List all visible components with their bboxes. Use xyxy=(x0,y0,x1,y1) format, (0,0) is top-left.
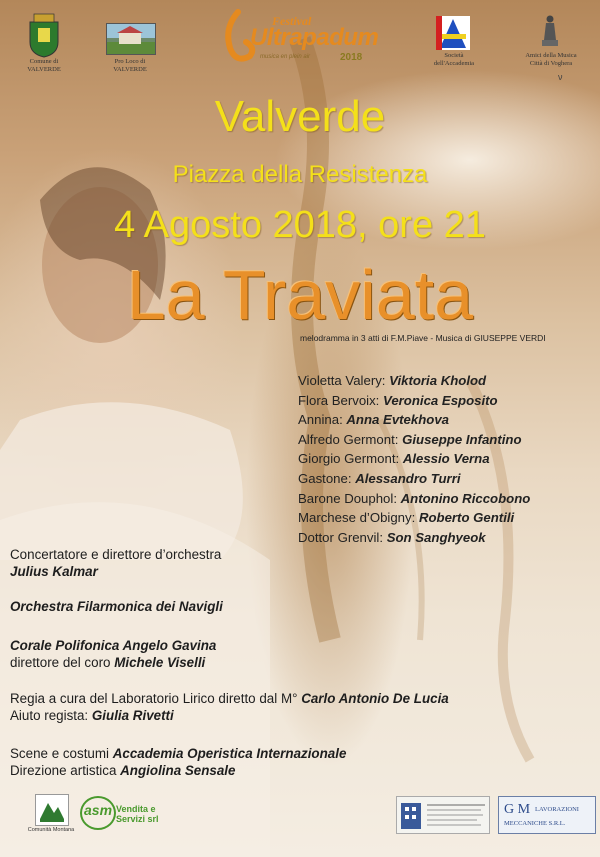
comunita-montana-logo xyxy=(35,794,69,826)
cast-row: Giorgio Germont: Alessio Verna xyxy=(298,451,490,467)
festival-year: 2018 xyxy=(340,52,363,63)
festival-tagline: musica en plein air xyxy=(260,54,311,60)
amici-mark: ν xyxy=(558,72,563,82)
artistic-name: Angiolina Sensale xyxy=(120,763,236,778)
direction-name: Carlo Antonio De Lucia xyxy=(301,691,449,706)
event-town: Valverde xyxy=(214,92,386,141)
festival-ultrapadum-logo xyxy=(220,8,380,70)
artistic-label: Direzione artistica xyxy=(10,763,121,778)
orchestra-name: Orchestra Filarmonica dei Navigli xyxy=(10,599,223,614)
cast-row: Flora Bervoix: Veronica Esposito xyxy=(298,392,498,408)
sponsor-building-logo xyxy=(396,796,490,834)
event-title: La Traviata xyxy=(126,256,474,334)
scenes-name: Accademia Operistica Internazionale xyxy=(112,746,347,761)
comune-crest-logo xyxy=(26,12,62,58)
cast-row: Dottor Grenvil: Son Sanghyeok xyxy=(298,529,486,545)
montana-caption: Comunità Montana xyxy=(27,827,75,833)
cast-list xyxy=(298,371,530,547)
asm-text: Vendita e Servizi srl xyxy=(116,804,159,824)
cast-row: Violetta Valery: Viktoria Kholod xyxy=(298,373,487,388)
gm-text-line2: MECCANICHE S.R.L. xyxy=(504,820,566,827)
asm-logo xyxy=(80,796,170,832)
choir-name: Corale Polifonica Angelo Gavina xyxy=(10,638,217,653)
gm-text-line1: LAVORAZIONI xyxy=(535,806,579,813)
direction-block xyxy=(10,690,449,724)
cast-row: Annina: Anna Evtekhova xyxy=(298,412,450,428)
proloco-caption: Pro Loco di VALVERDE xyxy=(113,58,147,73)
conductor-name: Julius Kalmar xyxy=(10,564,98,579)
cast-row: Gastone: Alessandro Turri xyxy=(298,470,461,486)
asm-wordmark: asm xyxy=(84,802,113,818)
choir-director-name: Michele Viselli xyxy=(114,655,206,670)
assistant-name: Giulia Rivetti xyxy=(91,708,174,723)
scenes-label: Scene e costumi xyxy=(10,746,113,761)
accademia-logo xyxy=(436,16,470,50)
event-subtitle: melodramma in 3 atti di F.M.Piave - Musica di GIUSEPPE VERDI xyxy=(300,333,546,343)
cast-row: Alfredo Germont: Giuseppe Infantino xyxy=(298,431,522,447)
conductor-block xyxy=(10,546,221,580)
cast-row: Marchese d’Obigny: Roberto Gentili xyxy=(298,510,515,526)
gm-meccaniche-logo xyxy=(498,796,596,834)
comune-caption: Comune di VALVERDE xyxy=(27,58,61,73)
assistant-label: Aiuto regista: xyxy=(10,708,92,723)
festival-name: Ultrapadum xyxy=(250,24,379,51)
event-venue: Piazza della Resistenza xyxy=(172,161,428,188)
production-block xyxy=(10,745,346,779)
gm-initials: G M xyxy=(504,802,531,817)
accademia-caption: Società dell'Accademia xyxy=(433,52,475,67)
event-datetime: 4 Agosto 2018, ore 21 xyxy=(114,204,486,246)
festival-word: Festival xyxy=(272,14,312,28)
orchestra-block xyxy=(10,598,223,615)
choir-director-label: direttore del coro xyxy=(10,655,111,670)
conductor-label: Concertatore e direttore d’orchestra xyxy=(10,547,222,562)
proloco-photo-logo xyxy=(106,23,156,55)
cast-row: Barone Douphol: Antonino Riccobono xyxy=(298,490,531,506)
direction-label: Regia a cura del Laboratorio Lirico diretto dal M° xyxy=(10,691,302,706)
amici-caption: Amici della Musica Città di Voghera xyxy=(525,52,577,67)
amici-statue-logo xyxy=(540,14,560,48)
choir-block xyxy=(10,637,216,671)
